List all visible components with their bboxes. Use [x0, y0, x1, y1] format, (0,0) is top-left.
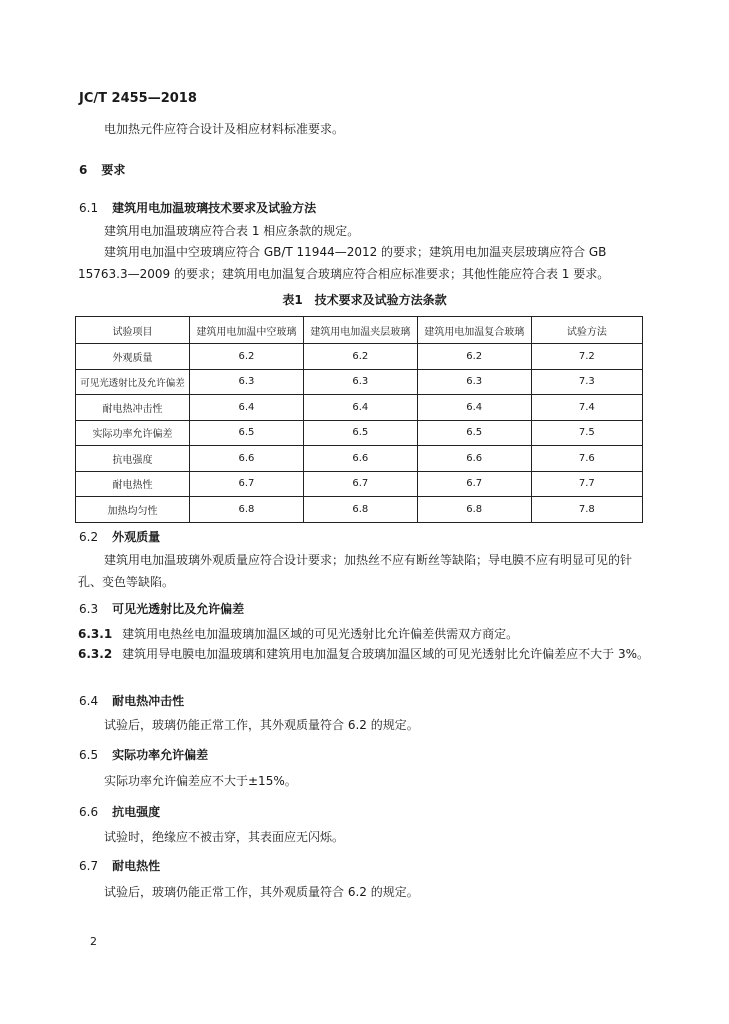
clause-6-3-1	[78, 623, 652, 645]
clause-text: 建筑用电热丝电加温玻璃加温区域的可见光透射比允许偏差供需双方商定。	[122, 627, 519, 641]
table-cell: 6.5	[303, 420, 417, 446]
paragraph: 试验后，玻璃仍能正常工作，其外观质量符合 6.2 的规定。	[104, 885, 419, 899]
page-number: 2	[90, 935, 97, 948]
section-title: 建筑用电加温玻璃技术要求及试验方法	[112, 201, 317, 215]
table-cell: 6.8	[189, 497, 303, 523]
table-cell: 7.4	[531, 395, 642, 421]
table-cell: 7.5	[531, 420, 642, 446]
table-header-row	[76, 317, 643, 344]
section-title: 要求	[101, 163, 126, 177]
table-row	[76, 497, 643, 523]
table-cell: 7.8	[531, 497, 642, 523]
table-cell: 7.2	[531, 344, 642, 370]
section-number: 6.2	[79, 530, 99, 544]
standard-code: JC/T 2455—2018	[79, 91, 197, 106]
table-row	[76, 420, 643, 446]
table-cell: 6.2	[417, 344, 531, 370]
table-cell: 7.6	[531, 446, 642, 472]
table-row	[76, 471, 643, 497]
clause-text: 建筑用导电膜电加温玻璃和建筑用电加温复合玻璃加温区域的可见光透射比允许偏差应不大于 3%。	[122, 647, 650, 661]
table-cell: 6.3	[303, 369, 417, 395]
table-row	[76, 344, 643, 370]
section-title: 抗电强度	[112, 805, 161, 819]
clause-number: 6.3.1	[78, 627, 113, 641]
table-header-cell: 试验项目	[76, 317, 190, 344]
table-cell: 6.2	[303, 344, 417, 370]
table-cell: 6.4	[189, 395, 303, 421]
clause-6-3-2	[78, 643, 652, 665]
table-cell: 6.8	[303, 497, 417, 523]
table-cell: 6.6	[189, 446, 303, 472]
table-cell: 可见光透射比及允许偏差	[76, 369, 190, 395]
section-6-2-heading	[79, 528, 160, 545]
table-header-cell: 建筑用电加温复合玻璃	[417, 317, 531, 344]
paragraph: 实际功率允许偏差应不大于±15%。	[104, 774, 297, 788]
table-cell: 6.2	[189, 344, 303, 370]
table-cell: 6.7	[189, 471, 303, 497]
section-number: 6	[79, 163, 88, 177]
section-title: 耐电热性	[112, 859, 161, 873]
table-cell: 外观质量	[76, 344, 190, 370]
table-cell: 6.6	[303, 446, 417, 472]
table-cell: 6.4	[303, 395, 417, 421]
section-title: 耐电热冲击性	[112, 694, 185, 708]
table-cell: 6.7	[303, 471, 417, 497]
table-cell: 6.7	[417, 471, 531, 497]
paragraph: 建筑用电加温玻璃外观质量应符合设计要求；加热丝不应有断丝等缺陷；导电膜不应有明显可见的针孔、变色等缺陷。	[78, 553, 633, 589]
section-6-heading	[79, 161, 125, 178]
paragraph: 建筑用电加温中空玻璃应符合 GB/T 11944—2012 的要求；建筑用电加温夹层玻璃应符合 GB 15763.3—2009 的要求；建筑用电加温复合玻璃应符合相应标准要求；其他性能应符合表 1 要求。	[78, 245, 610, 281]
table-row	[76, 395, 643, 421]
table-cell: 7.3	[531, 369, 642, 395]
section-title: 可见光透射比及允许偏差	[112, 602, 245, 616]
paragraph: 建筑用电加温玻璃应符合表 1 相应条款的规定。	[104, 224, 360, 238]
table-header-cell: 建筑用电加温中空玻璃	[189, 317, 303, 344]
section-6-6-heading	[79, 803, 160, 820]
table-cell: 7.7	[531, 471, 642, 497]
table-cell: 实际功率允许偏差	[76, 420, 190, 446]
table-cell: 6.3	[417, 369, 531, 395]
table-cell: 抗电强度	[76, 446, 190, 472]
section-number: 6.7	[79, 859, 99, 873]
table-cell: 6.8	[417, 497, 531, 523]
table-title: 表1 技术要求及试验方法条款	[282, 293, 447, 307]
table-cell: 6.5	[417, 420, 531, 446]
clause-number: 6.3.2	[78, 647, 113, 661]
section-title: 实际功率允许偏差	[112, 748, 209, 762]
table-cell: 6.6	[417, 446, 531, 472]
table-cell: 耐电热性	[76, 471, 190, 497]
table-cell: 耐电热冲击性	[76, 395, 190, 421]
section-title: 外观质量	[112, 530, 161, 544]
section-6-7-heading	[79, 857, 160, 874]
section-number: 6.4	[79, 694, 99, 708]
section-number: 6.3	[79, 602, 99, 616]
section-number: 6.5	[79, 748, 99, 762]
section-6-5-heading	[79, 746, 208, 763]
table-row	[76, 369, 643, 395]
intro-line: 电加热元件应符合设计及相应材料标准要求。	[104, 122, 345, 136]
table-cell: 6.5	[189, 420, 303, 446]
table-cell: 6.4	[417, 395, 531, 421]
paragraph: 试验时，绝缘应不被击穿，其表面应无闪烁。	[104, 830, 345, 844]
section-number: 6.1	[79, 201, 99, 215]
table-header-cell: 建筑用电加温夹层玻璃	[303, 317, 417, 344]
table-cell: 6.3	[189, 369, 303, 395]
section-6-4-heading	[79, 692, 184, 709]
requirements-table	[75, 316, 643, 523]
paragraph: 试验后，玻璃仍能正常工作，其外观质量符合 6.2 的规定。	[104, 718, 419, 732]
table-row	[76, 446, 643, 472]
section-6-1-heading	[79, 199, 316, 216]
table-header-cell: 试验方法	[531, 317, 642, 344]
section-6-3-heading	[79, 600, 244, 617]
table-cell: 加热均匀性	[76, 497, 190, 523]
section-number: 6.6	[79, 805, 99, 819]
